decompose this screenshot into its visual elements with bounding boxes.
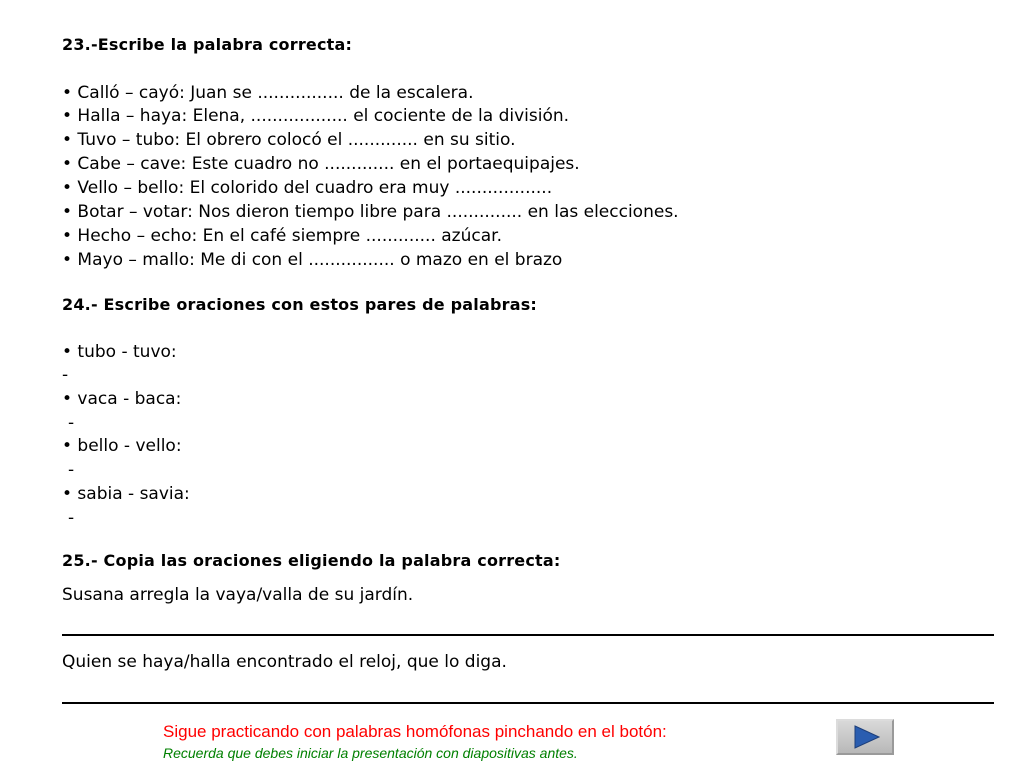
exercise-25-heading: 25.- Copia las oraciones eligiendo la palabra correcta: [62, 551, 561, 570]
exercise-23-item: • Botar – votar: Nos dieron tiempo libre para .............. en las elecciones. [62, 202, 679, 222]
answer-line [62, 634, 994, 636]
exercise-24-answer-dash: - [62, 365, 69, 385]
exercise-23-item: • Halla – haya: Elena, .................. el cociente de la división. [62, 106, 570, 126]
exercise-25-sentence: Susana arregla la vaya/valla de su jardín. [62, 585, 414, 605]
exercise-23-item: • Calló – cayó: Juan se ................ de la escalera. [62, 83, 474, 103]
exercise-23-item: • Tuvo – tubo: El obrero colocó el ............. en su sitio. [62, 130, 516, 150]
play-right-triangle-icon [838, 721, 892, 753]
exercise-24-heading: 24.- Escribe oraciones con estos pares de palabras: [62, 295, 538, 314]
answer-line [62, 702, 994, 704]
next-slide-button[interactable] [836, 719, 894, 755]
exercise-23-heading: 23.-Escribe la palabra correcta: [62, 35, 353, 54]
exercise-24-pair-label: • tubo - tuvo: [62, 342, 177, 362]
exercise-23-item: • Cabe – cave: Este cuadro no ............. en el portaequipajes. [62, 154, 580, 174]
footer-note: Recuerda que debes iniciar la presentación con diapositivas antes. [163, 745, 578, 761]
exercise-24-pair-label: • bello - vello: [62, 436, 182, 456]
exercise-24-answer-dash: - [68, 460, 75, 480]
exercise-23-item: • Hecho – echo: En el café siempre ............. azúcar. [62, 226, 502, 246]
exercise-24-answer-dash: - [68, 413, 75, 433]
exercise-24-pair-label: • sabia - savia: [62, 484, 190, 504]
exercise-23-item: • Vello – bello: El colorido del cuadro era muy .................. [62, 178, 553, 198]
exercise-23-item: • Mayo – mallo: Me di con el ................ o mazo en el brazo [62, 250, 563, 270]
footer-instruction: Sigue practicando con palabras homófonas pinchando en el botón: [163, 722, 667, 741]
exercise-25-sentence: Quien se haya/halla encontrado el reloj, que lo diga. [62, 652, 507, 672]
exercise-24-answer-dash: - [68, 508, 75, 528]
exercise-24-pair-label: • vaca - baca: [62, 389, 182, 409]
